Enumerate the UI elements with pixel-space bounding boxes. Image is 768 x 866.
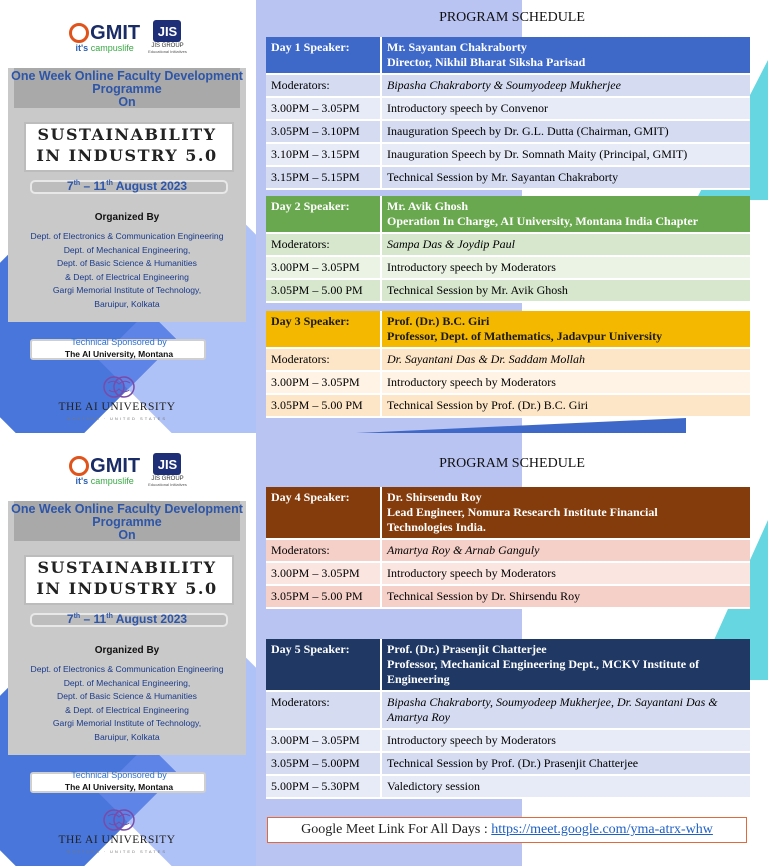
speaker-info [381,487,750,539]
schedule-row [266,233,750,256]
jis-logo [148,20,187,54]
description-cell: Inauguration Speech by Dr. G.L. Dutta (Chairman, GMIT) [381,120,750,143]
schedule-row [266,166,750,189]
fdp-title: One Week Online Faculty Development Programme On [11,69,243,109]
speaker-name: Mr. Sayantan Chakraborty [387,40,527,54]
schedule-row [266,775,750,798]
gmit-tagline: it's campuslife [75,475,134,486]
info-card [8,68,246,322]
description-cell: Dr. Sayantani Das & Dr. Saddam Mollah [381,348,750,371]
speaker-info [381,37,750,74]
gmit-ring-icon [69,23,89,43]
speaker-info [381,639,750,691]
description-cell: Amartya Roy & Arnab Ganguly [381,539,750,562]
schedule-row [266,256,750,279]
time-cell: Moderators: [266,348,381,371]
jis-group-label: JIS GROUP [151,43,184,49]
time-cell: 3.10PM – 3.15PM [266,143,381,166]
topic-title: SUSTAINABILITY IN INDUSTRY 5.0 [36,125,218,165]
sponsor-name: The AI University, Montana [64,782,174,792]
meet-link-label: Google Meet Link For All Days : [301,822,492,837]
speaker-affiliation: Operation In Charge, AI University, Montana India Chapter [387,214,699,228]
organized-by-heading: Organized By [94,212,160,223]
jis-group-label: JIS GROUP [151,476,184,482]
schedule-row [266,691,750,729]
schedule-row [266,143,750,166]
schedule-table-day1 [266,37,750,190]
day-header-row [266,37,750,74]
schedule-row [266,74,750,97]
time-cell: 3.05PM – 5.00 PM [266,585,381,608]
description-cell: Technical Session by Prof. (Dr.) Prasenjit Chatterjee [381,752,750,775]
speaker-affiliation: Engineering [387,672,450,686]
speaker-affiliation: Professor, Dept. of Mathematics, Jadavpur University [387,329,663,343]
jis-sub-label: Educational Initiatives [148,49,187,54]
description-cell: Inauguration Speech by Dr. Somnath Maity (Principal, GMIT) [381,143,750,166]
time-cell: 3.00PM – 3.05PM [266,256,381,279]
day-label: Day 2 Speaker: [266,196,381,233]
schedule-row [266,348,750,371]
schedule-row [266,729,750,752]
day-header-row [266,639,750,691]
day-header-row [266,311,750,348]
time-cell: 3.05PM – 5.00PM [266,752,381,775]
jis-logo [148,453,187,487]
event-dates: 7th – 11th August 2023 [66,612,188,626]
day-label: Day 5 Speaker: [266,639,381,691]
description-cell: Valedictory session [381,775,750,798]
sponsor-label: Technical Sponsored by [71,770,167,780]
description-cell: Technical Session by Prof. (Dr.) B.C. Giri [381,394,750,417]
meet-link[interactable]: https://meet.google.com/yma-atrx-whw [491,822,713,837]
time-cell: 3.05PM – 3.10PM [266,120,381,143]
gmit-name: GMIT [90,454,141,477]
description-cell: Introductory speech by Moderators [381,371,750,394]
flyer-panel-bottom [0,433,256,866]
time-cell: Moderators: [266,691,381,729]
gmit-logo [69,22,140,53]
ai-university-wordmark: THE AI UNIVERSITY [58,401,176,413]
time-cell: Moderators: [266,539,381,562]
description-cell: Introductory speech by Moderators [381,562,750,585]
event-dates: 7th – 11th August 2023 [66,179,188,193]
time-cell: 3.05PM – 5.00 PM [266,279,381,302]
ai-university-subtitle: MONTANA · UNITED STATES [66,416,167,421]
description-cell: Bipasha Chakraborty & Soumyodeep Mukherjee [381,74,750,97]
sponsor-label: Technical Sponsored by [71,337,167,347]
schedule-row [266,752,750,775]
info-card [8,501,246,755]
schedule-table-day4 [266,487,750,609]
schedule-row [266,562,750,585]
time-cell: Moderators: [266,74,381,97]
gmit-ring-icon [69,456,89,476]
logo-row [0,453,256,487]
jis-mark: JIS [153,453,181,475]
flyer-panel-top [0,0,256,433]
gmit-name: GMIT [90,21,141,44]
speaker-info [381,196,750,233]
time-cell: 3.05PM – 5.00 PM [266,394,381,417]
schedule-row [266,120,750,143]
schedule-row [266,585,750,608]
schedule-row [266,539,750,562]
meet-link-box [267,817,747,843]
schedule-title-top: PROGRAM SCHEDULE [439,10,585,25]
description-cell: Bipasha Chakraborty, Soumyodeep Mukherjee, Dr. Sayantani Das & Amartya Roy [381,691,750,729]
ai-university-subtitle: MONTANA · UNITED STATES [66,849,167,854]
gmit-logo [69,455,140,486]
schedule-row [266,97,750,120]
ai-university-wordmark: THE AI UNIVERSITY [58,834,176,846]
time-cell: 3.00PM – 3.05PM [266,371,381,394]
time-cell: Moderators: [266,233,381,256]
description-cell: Technical Session by Mr. Avik Ghosh [381,279,750,302]
jis-mark: JIS [153,20,181,42]
logo-row [0,20,256,54]
time-cell: 3.15PM – 5.15PM [266,166,381,189]
speaker-name: Mr. Avik Ghosh [387,199,469,213]
speaker-name: Dr. Shirsendu Roy [387,490,482,504]
description-cell: Sampa Das & Joydip Paul [381,233,750,256]
description-cell: Introductory speech by Moderators [381,729,750,752]
gmit-tagline: it's campuslife [75,42,134,53]
sponsor-name: The AI University, Montana [64,349,174,359]
speaker-info [381,311,750,348]
left-column [0,0,256,866]
description-cell: Introductory speech by Convenor [381,97,750,120]
speaker-name: Prof. (Dr.) Prasenjit Chatterjee [387,642,547,656]
organizer-list: Dept. of Electronics & Communication Engineering Dept. of Mechanical Engineering, Dept. of Basic Science & Humanities & Dept. of Electrical Engineering Gargi Memorial Institute of Technology, Baruipur, Kolkata [30,664,224,742]
schedule-row [266,371,750,394]
speaker-name: Prof. (Dr.) B.C. Giri [387,314,490,328]
brain-icon [102,807,136,833]
organized-by-heading: Organized By [94,645,160,656]
time-cell: 3.00PM – 3.05PM [266,562,381,585]
organizer-list: Dept. of Electronics & Communication Engineering Dept. of Mechanical Engineering, Dept. of Basic Science & Humanities & Dept. of Electrical Engineering Gargi Memorial Institute of Technology, Baruipur, Kolkata [30,231,224,309]
schedule-table-day5 [266,639,750,799]
speaker-affiliation: Technologies India. [387,520,486,534]
time-cell: 3.00PM – 3.05PM [266,97,381,120]
description-cell: Introductory speech by Moderators [381,256,750,279]
topic-title: SUSTAINABILITY IN INDUSTRY 5.0 [36,558,218,598]
schedule-row [266,279,750,302]
speaker-affiliation: Professor, Mechanical Engineering Dept., MCKV Institute of [387,657,700,671]
brain-icon [102,374,136,400]
schedule-title-bottom: PROGRAM SCHEDULE [439,456,585,471]
day-label: Day 1 Speaker: [266,37,381,74]
speaker-affiliation: Director, Nikhil Bharat Siksha Parisad [387,55,586,69]
day-label: Day 3 Speaker: [266,311,381,348]
fdp-title: One Week Online Faculty Development Programme On [11,502,243,542]
schedule-row [266,394,750,417]
day-header-row [266,487,750,539]
time-cell: 3.00PM – 3.05PM [266,729,381,752]
description-cell: Technical Session by Mr. Sayantan Chakraborty [381,166,750,189]
schedule-table-day2 [266,196,750,303]
description-cell: Technical Session by Dr. Shirsendu Roy [381,585,750,608]
jis-sub-label: Educational Initiatives [148,482,187,487]
decor-triangle [356,418,686,433]
schedule-table-day3 [266,311,750,418]
day-label: Day 4 Speaker: [266,487,381,539]
time-cell: 5.00PM – 5.30PM [266,775,381,798]
day-header-row [266,196,750,233]
speaker-affiliation: Lead Engineer, Nomura Research Institute Financial [387,505,658,519]
